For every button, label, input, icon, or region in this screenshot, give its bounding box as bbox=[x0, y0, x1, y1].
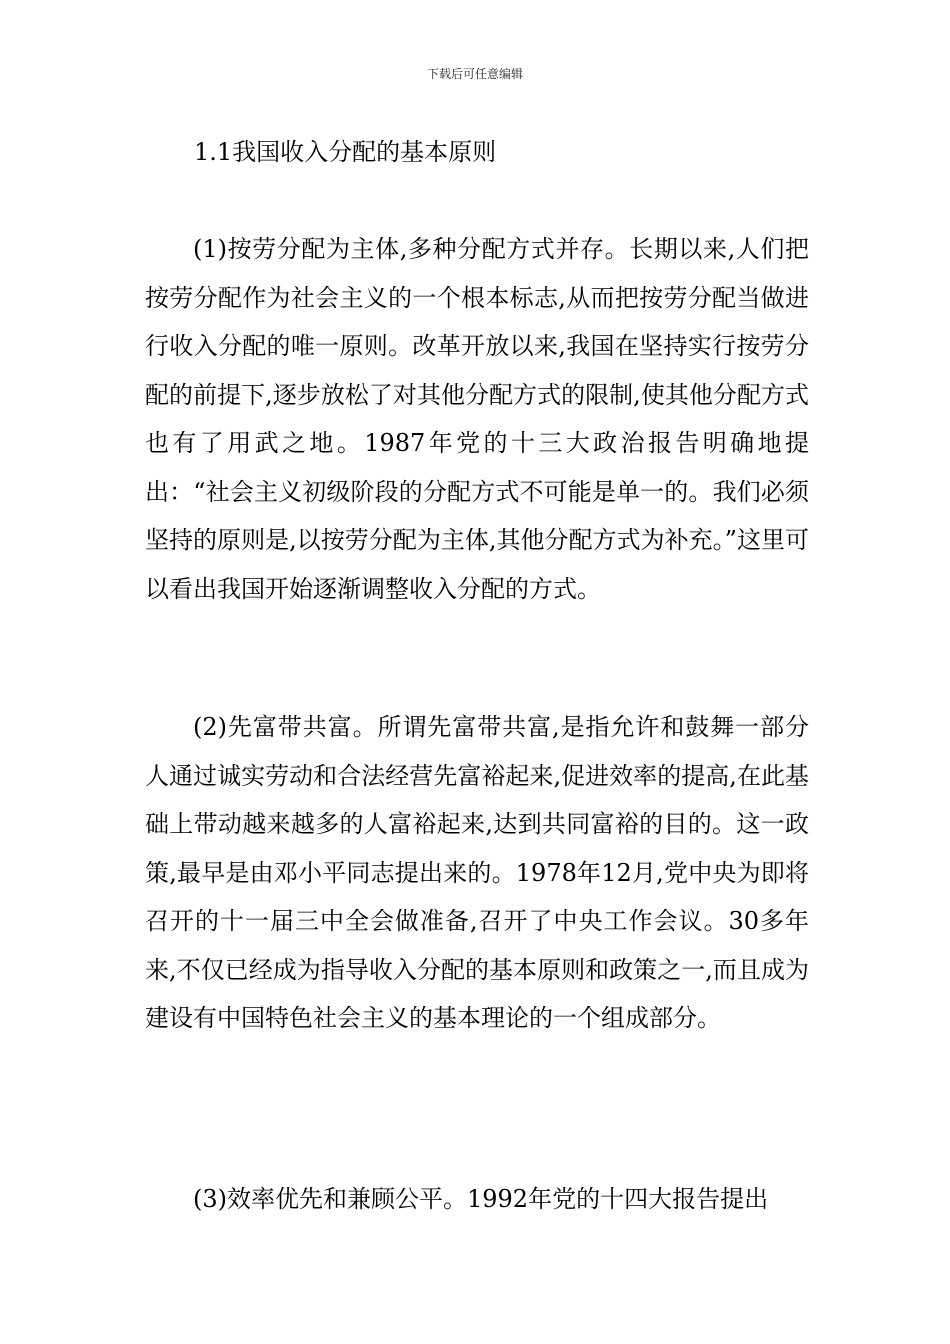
paragraph-1: (1)按劳分配为主体,多种分配方式并存。长期以来,人们把按劳分配作为社会主义的一个根本标志,从而把按劳分配当做进行收入分配的唯一原则。改革开放以来,我国在坚持实行按劳分配的前提下,逐步放松了对其他分配方式的限制,使其他分配方式也有了用武之地。1987年党的十三大政治报告明确地提出：“社会主义初级阶段的分配方式不可能是单一的。我们必须坚持的原则是,以按劳分配为主体,其他分配方式为补充。”这里可以看出我国开始逐渐调整收入分配的方式。 bbox=[145, 235, 809, 603]
section-heading: 1.1我国收入分配的基本原则 bbox=[194, 138, 497, 166]
paragraph-3: (3)效率优先和兼顾公平。1992年党的十四大报告提出 bbox=[193, 1185, 769, 1213]
paragraph-2: (2)先富带共富。所谓先富带共富,是指允许和鼓舞一部分人通过诚实劳动和合法经营先富裕起来,促进效率的提高,在此基础上带动越来越多的人富裕起来,达到共同富裕的目的。这一政策,最早是由邓小平同志提出来的。1978年12月,党中央为即将召开的十一届三中全会做准备,召开了中央工作会议。30多年来,不仅已经成为指导收入分配的基本原则和政策之一,而且成为建设有中国特色社会主义的基本理论的一个组成部分。 bbox=[145, 713, 809, 1032]
header-note: 下载后可任意编辑 bbox=[426, 67, 523, 81]
